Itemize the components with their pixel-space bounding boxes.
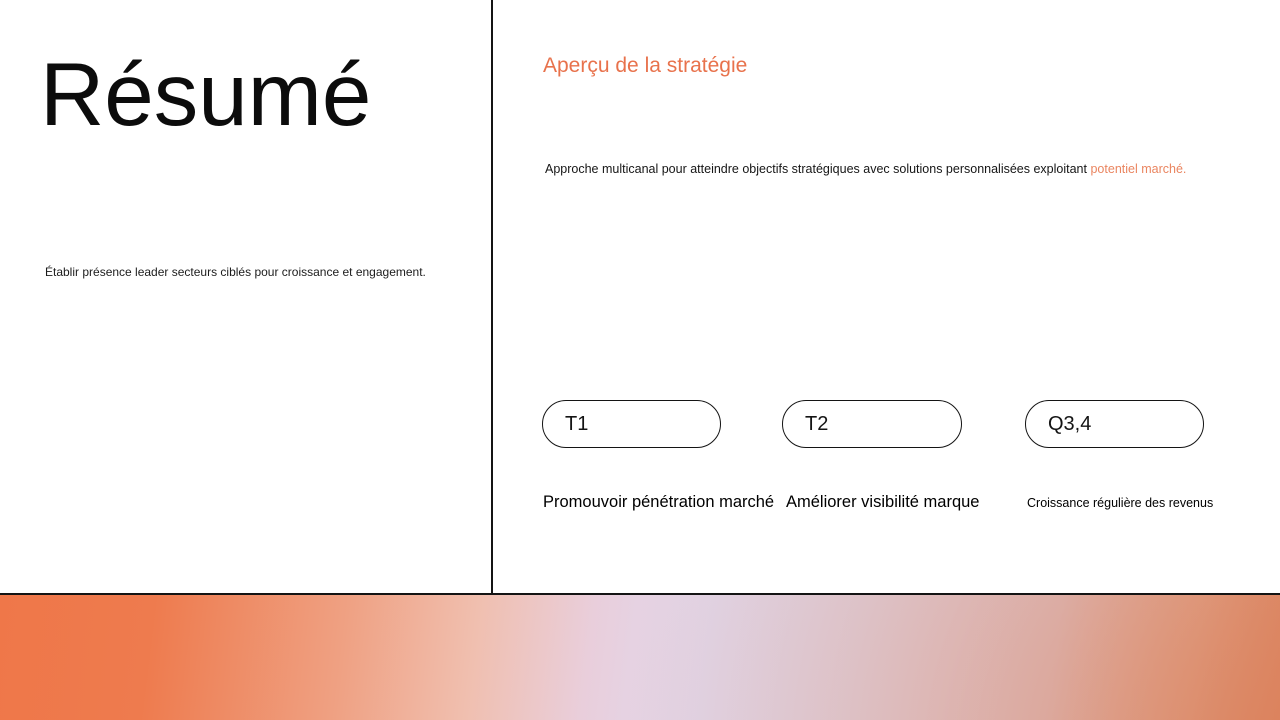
phase-badge-t2: T2 (805, 412, 829, 435)
section-body-highlight: potentiel marché. (1090, 162, 1187, 176)
slide-subtitle-text: Établir présence leader secteurs ciblés pour croissance et engagement. (45, 265, 426, 279)
section-heading: Aperçu de la stratégie (543, 54, 748, 77)
phase-pill-q34 (1025, 400, 1204, 448)
slide-title: Résumé (40, 44, 372, 144)
footer-gradient-band (0, 595, 1280, 720)
section-body-text (545, 161, 1245, 177)
phase-badge-q34: Q3,4 (1048, 412, 1092, 435)
section-body-main: Approche multicanal pour atteindre objectifs stratégiques avec solutions personnalisées exploitant (545, 162, 1087, 176)
phase-label-t1: Promouvoir pénétration marché (543, 493, 775, 511)
vertical-divider (491, 0, 493, 595)
phase-pill-t2 (782, 400, 962, 448)
phase-pill-t1 (542, 400, 721, 448)
phase-label-t2: Améliorer visibilité marque (786, 493, 980, 511)
phase-label-q34: Croissance régulière des revenus (1027, 496, 1214, 510)
phase-badge-t1: T1 (565, 412, 589, 435)
